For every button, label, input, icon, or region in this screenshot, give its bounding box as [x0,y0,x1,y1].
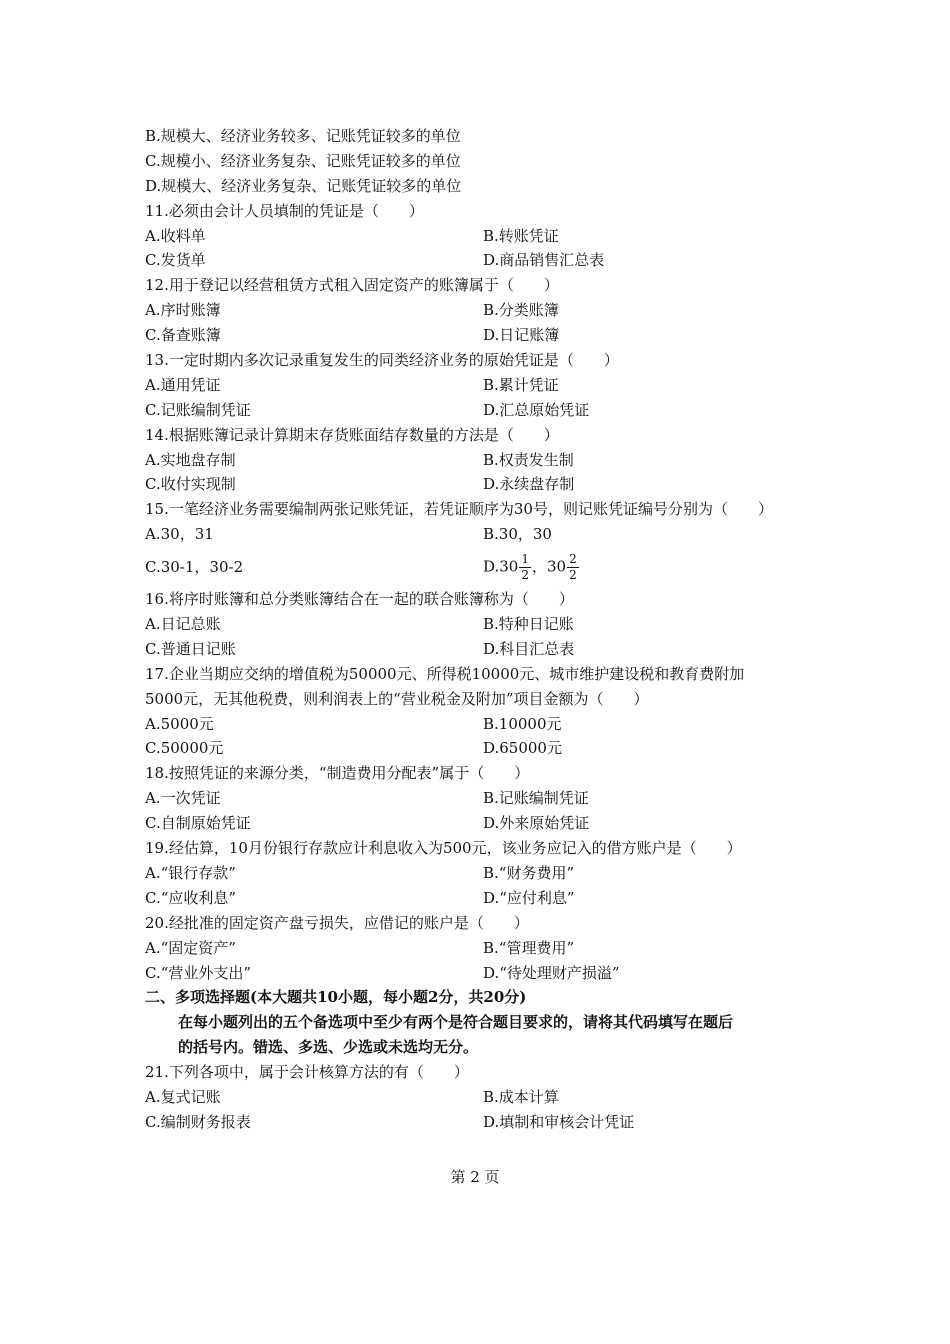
question-18-options-row1 [145,786,815,811]
question-11-options-row2 [145,248,815,273]
page-number: 第 2 页 [450,1168,500,1186]
q18-option-b: B.记账编制凭证 [483,789,589,808]
q12-option-d: D.日记账簿 [483,326,560,345]
question-18-options-row2 [145,811,815,836]
question-20-options-row1 [145,936,815,961]
q13-option-d: D.汇总原始凭证 [483,400,590,419]
section-2-title: 二、多项选择题(本大题共10小题，每小题2分，共20分) [145,988,527,1007]
fraction-two-halves [567,552,579,583]
q19-option-d: D.“应付利息” [483,888,575,907]
question-17-stem-line2: 5000元，无其他税费，则利润表上的“营业税金及附加”项目金额为（ ） [145,689,649,708]
question-12-stem: 12.用于登记以经营租赁方式租入固定资产的账簿属于（ ） [145,276,559,295]
q15-option-a: A.30，31 [145,525,214,544]
q20-option-b: B.“管理费用” [483,938,575,957]
question-15-options-row2 [145,547,815,587]
q13-option-c: C.记账编制凭证 [145,400,251,419]
section-2-instructions-line1: 在每小题列出的五个备选项中至少有两个是符合题目要求的，请将其代码填写在题后 [178,1013,734,1032]
q18-option-d: D.外来原始凭证 [483,814,590,833]
q14-option-c: C.收付实现制 [145,475,236,494]
question-16-stem: 16.将序时账簿和总分类账簿结合在一起的联合账簿称为（ ） [145,590,574,609]
question-12-options-row1 [145,298,815,323]
question-14-stem: 14.根据账簿记录计算期末存货账面结存数量的方法是（ ） [145,425,559,444]
q15-option-c: C.30-1，30-2 [145,557,244,576]
question-17-options-row1 [145,712,815,737]
q21-option-b: B.成本计算 [483,1087,559,1106]
question-19-stem: 19.经估算，10月份银行存款应计利息收入为500元，该业务应记入的借方账户是（ ） [145,839,742,858]
fraction-one-half [519,552,531,583]
question-17-stem-line1: 17.企业当期应交纳的增值税为50000元、所得税10000元、城市维护建设税和教育费附加 [145,664,745,683]
q17-option-c: C.50000元 [145,739,224,758]
question-18-stem: 18.按照凭证的来源分类，“制造费用分配表”属于（ ） [145,764,530,783]
exam-page-content [145,124,815,1135]
q11-option-d: D.商品销售汇总表 [483,251,605,270]
question-17-options-row2 [145,736,815,761]
q20-option-c: C.“营业外支出” [145,963,252,982]
q20-option-d: D.“待处理财产损溢” [483,963,620,982]
q14-option-b: B.权责发生制 [483,450,574,469]
question-13-options-row1 [145,373,815,398]
question-21-options-row2 [145,1110,815,1135]
question-11-options-row1 [145,224,815,249]
q21-option-d: D.填制和审核会计凭证 [483,1112,635,1131]
q12-option-b: B.分类账簿 [483,301,559,320]
option-b-prev: B.规模大、经济业务较多、记账凭证较多的单位 [145,127,461,145]
question-15-stem: 15.一笔经济业务需要编制两张记账凭证，若凭证顺序为30号，则记账凭证编号分别为（ ） [145,500,773,519]
question-20-stem: 20.经批准的固定资产盘亏损失，应借记的账户是（ ） [145,913,529,932]
q11-option-b: B.转账凭证 [483,226,559,245]
q21-option-c: C.编制财务报表 [145,1112,251,1131]
q19-option-b: B.“财务费用” [483,863,575,882]
question-21-options-row1 [145,1085,815,1110]
option-d-prev: D.规模大、经济业务复杂、记账凭证较多的单位 [145,176,462,195]
question-20-options-row2 [145,961,815,986]
fraction-numerator: 1 [521,551,529,566]
question-16-options-row1 [145,612,815,637]
q16-option-a: A.日记总账 [145,615,221,634]
q16-option-c: C.普通日记账 [145,639,236,658]
section-2-instructions-line2: 的括号内。错选、多选、少选或未选均无分。 [178,1038,479,1057]
option-c-prev: C.规模小、经济业务复杂、记账凭证较多的单位 [145,151,461,170]
question-21-stem: 21.下列各项中，属于会计核算方法的有（ ） [145,1063,469,1082]
q17-option-d: D.65000元 [483,739,562,758]
q15-option-d-mid: ，30 [532,557,567,576]
question-14-options-row2 [145,472,815,497]
q12-option-a: A.序时账簿 [145,301,221,320]
q19-option-a: A.“银行存款” [145,863,236,882]
q15-option-d [483,552,815,583]
question-11-stem: 11.必须由会计人员填制的凭证是（ ） [145,201,424,220]
question-19-options-row2 [145,886,815,911]
q11-option-a: A.收料单 [145,226,206,245]
question-13-options-row2 [145,398,815,423]
q18-option-c: C.自制原始凭证 [145,814,251,833]
question-14-options-row1 [145,448,815,473]
q13-option-a: A.通用凭证 [145,375,221,394]
q11-option-c: C.发货单 [145,251,206,270]
q18-option-a: A.一次凭证 [145,789,221,808]
q16-option-d: D.科目汇总表 [483,639,575,658]
q14-option-d: D.永续盘存制 [483,475,575,494]
question-16-options-row2 [145,637,815,662]
fraction-denominator: 2 [521,567,529,582]
question-15-options-row1 [145,522,815,547]
q17-option-a: A.5000元 [145,714,214,733]
q16-option-b: B.特种日记账 [483,615,574,634]
q19-option-c: C.“应收利息” [145,888,237,907]
q15-option-d-prefix: D.30 [483,557,519,576]
question-19-options-row1 [145,861,815,886]
q17-option-b: B.10000元 [483,714,562,733]
q20-option-a: A.“固定资产” [145,938,236,957]
q13-option-b: B.累计凭证 [483,375,559,394]
fraction-numerator: 2 [569,551,577,566]
q15-option-b: B.30，30 [483,525,552,544]
question-13-stem: 13.一定时期内多次记录重复发生的同类经济业务的原始凭证是（ ） [145,351,619,370]
fraction-denominator: 2 [569,567,577,582]
question-12-options-row2 [145,323,815,348]
q12-option-c: C.备查账簿 [145,326,221,345]
q14-option-a: A.实地盘存制 [145,450,236,469]
q21-option-a: A.复式记账 [145,1087,221,1106]
